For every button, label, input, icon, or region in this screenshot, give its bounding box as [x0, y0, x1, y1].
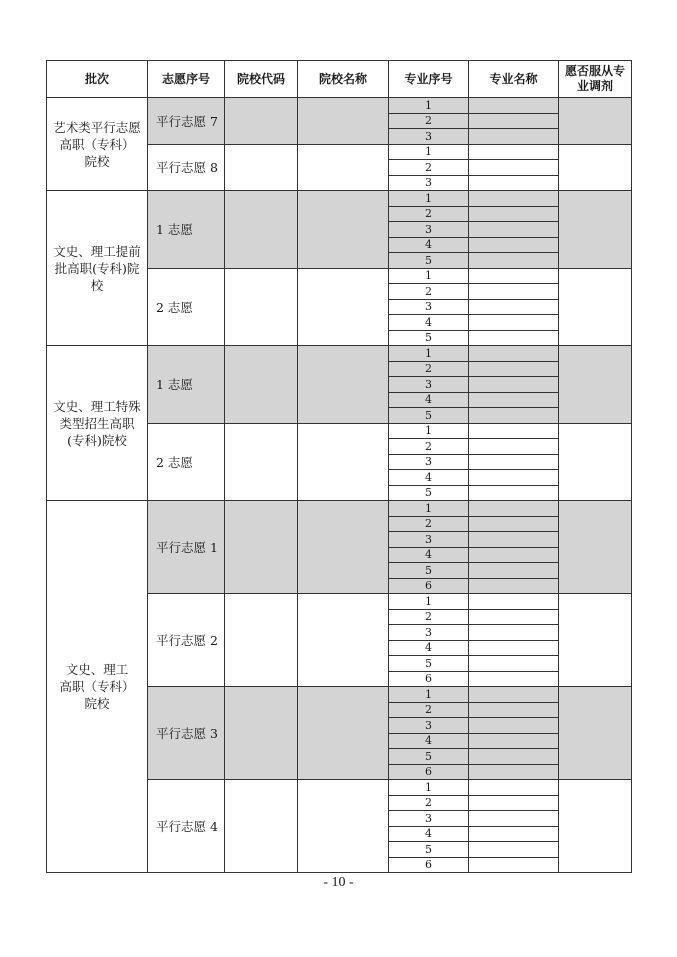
major-order-cell: 1 — [389, 687, 469, 703]
major-name-field[interactable] — [469, 501, 559, 517]
wish-order-cell: 2 志愿 — [148, 423, 225, 501]
major-name-field[interactable] — [469, 733, 559, 749]
major-name-field[interactable] — [469, 470, 559, 486]
table-body — [47, 98, 632, 873]
wish-order-cell: 1 志愿 — [148, 346, 225, 424]
major-order-cell: 3 — [389, 718, 469, 734]
major-name-field[interactable] — [469, 718, 559, 734]
table-row — [47, 501, 632, 517]
wish-order-cell: 平行志愿 8 — [148, 144, 225, 191]
major-name-field[interactable] — [469, 361, 559, 377]
major-order-cell: 6 — [389, 671, 469, 687]
major-name-field[interactable] — [469, 408, 559, 424]
adjust-consent-field[interactable] — [559, 423, 632, 501]
adjust-consent-field[interactable] — [559, 268, 632, 346]
major-order-cell: 1 — [389, 423, 469, 439]
school-name-field[interactable] — [298, 191, 389, 269]
major-name-field[interactable] — [469, 377, 559, 393]
wish-order-cell: 平行志愿 4 — [148, 780, 225, 873]
major-order-cell: 5 — [389, 330, 469, 346]
school-name-field[interactable] — [298, 268, 389, 346]
major-name-field[interactable] — [469, 485, 559, 501]
major-order-cell: 2 — [389, 702, 469, 718]
major-order-cell: 2 — [389, 516, 469, 532]
school-code-field[interactable] — [225, 98, 298, 145]
adjust-consent-field[interactable] — [559, 501, 632, 594]
major-order-cell: 3 — [389, 811, 469, 827]
major-name-field[interactable] — [469, 268, 559, 284]
major-order-cell: 4 — [389, 315, 469, 331]
school-name-field[interactable] — [298, 144, 389, 191]
school-code-field[interactable] — [225, 423, 298, 501]
school-code-field[interactable] — [225, 144, 298, 191]
major-order-cell: 5 — [389, 253, 469, 269]
wish-order-cell: 2 志愿 — [148, 268, 225, 346]
major-name-field[interactable] — [469, 826, 559, 842]
wish-order-cell: 平行志愿 1 — [148, 501, 225, 594]
major-name-field[interactable] — [469, 811, 559, 827]
major-name-field[interactable] — [469, 454, 559, 470]
table-row — [47, 191, 632, 207]
volunteer-form-sheet — [46, 60, 631, 873]
major-name-field[interactable] — [469, 330, 559, 346]
major-order-cell: 6 — [389, 578, 469, 594]
major-name-field[interactable] — [469, 299, 559, 315]
major-name-field[interactable] — [469, 547, 559, 563]
major-order-cell: 1 — [389, 268, 469, 284]
wish-order-cell: 1 志愿 — [148, 191, 225, 269]
major-order-cell: 2 — [389, 439, 469, 455]
major-order-cell: 5 — [389, 485, 469, 501]
major-name-field[interactable] — [469, 749, 559, 765]
major-name-field[interactable] — [469, 392, 559, 408]
major-name-field[interactable] — [469, 625, 559, 641]
major-order-cell: 1 — [389, 144, 469, 160]
school-code-field[interactable] — [225, 346, 298, 424]
major-name-field[interactable] — [469, 439, 559, 455]
major-order-cell: 2 — [389, 361, 469, 377]
major-name-field[interactable] — [469, 98, 559, 114]
header-school-name: 院校名称 — [298, 61, 389, 98]
major-order-cell: 3 — [389, 299, 469, 315]
major-order-cell: 3 — [389, 532, 469, 548]
major-order-cell: 2 — [389, 206, 469, 222]
major-name-field[interactable] — [469, 253, 559, 269]
school-code-field[interactable] — [225, 501, 298, 594]
school-name-field[interactable] — [298, 423, 389, 501]
school-code-field[interactable] — [225, 780, 298, 873]
major-order-cell: 2 — [389, 113, 469, 129]
school-name-field[interactable] — [298, 98, 389, 145]
major-order-cell: 5 — [389, 408, 469, 424]
major-order-cell: 3 — [389, 377, 469, 393]
header-adjust-consent: 愿否服从专业调剂 — [559, 61, 632, 98]
major-order-cell: 3 — [389, 129, 469, 145]
major-name-field[interactable] — [469, 671, 559, 687]
major-name-field[interactable] — [469, 129, 559, 145]
header-major-order: 专业序号 — [389, 61, 469, 98]
major-order-cell: 1 — [389, 780, 469, 796]
school-code-field[interactable] — [225, 687, 298, 780]
table-header-row — [47, 61, 632, 98]
adjust-consent-field[interactable] — [559, 687, 632, 780]
major-order-cell: 4 — [389, 733, 469, 749]
major-order-cell: 1 — [389, 594, 469, 610]
major-name-field[interactable] — [469, 113, 559, 129]
major-order-cell: 3 — [389, 454, 469, 470]
major-name-field[interactable] — [469, 795, 559, 811]
table-row — [47, 346, 632, 362]
major-name-field[interactable] — [469, 315, 559, 331]
school-name-field[interactable] — [298, 346, 389, 424]
major-order-cell: 4 — [389, 237, 469, 253]
header-major-name: 专业名称 — [469, 61, 559, 98]
major-order-cell: 6 — [389, 764, 469, 780]
major-name-field[interactable] — [469, 857, 559, 873]
school-code-field[interactable] — [225, 594, 298, 687]
major-name-field[interactable] — [469, 175, 559, 191]
school-code-field[interactable] — [225, 191, 298, 269]
header-school-code: 院校代码 — [225, 61, 298, 98]
adjust-consent-field[interactable] — [559, 144, 632, 191]
wish-order-cell: 平行志愿 7 — [148, 98, 225, 145]
major-order-cell: 4 — [389, 547, 469, 563]
major-name-field[interactable] — [469, 284, 559, 300]
major-order-cell: 1 — [389, 191, 469, 207]
major-name-field[interactable] — [469, 222, 559, 238]
major-order-cell: 6 — [389, 857, 469, 873]
major-order-cell: 5 — [389, 749, 469, 765]
batch-cell: 文史、理工提前批高职(专科)院校 — [47, 191, 148, 346]
header-batch: 批次 — [47, 61, 148, 98]
batch-cell: 文史、理工 高职（专科） 院校 — [47, 501, 148, 873]
major-order-cell: 1 — [389, 501, 469, 517]
major-name-field[interactable] — [469, 656, 559, 672]
major-order-cell: 4 — [389, 392, 469, 408]
volunteer-form-table — [46, 60, 632, 873]
major-name-field[interactable] — [469, 160, 559, 176]
adjust-consent-field[interactable] — [559, 98, 632, 145]
major-order-cell: 5 — [389, 842, 469, 858]
major-name-field[interactable] — [469, 237, 559, 253]
major-order-cell: 2 — [389, 284, 469, 300]
page-number: - 10 - — [323, 875, 354, 890]
major-name-field[interactable] — [469, 516, 559, 532]
major-order-cell: 4 — [389, 826, 469, 842]
major-order-cell: 2 — [389, 795, 469, 811]
major-name-field[interactable] — [469, 191, 559, 207]
school-code-field[interactable] — [225, 268, 298, 346]
major-name-field[interactable] — [469, 346, 559, 362]
major-order-cell: 4 — [389, 470, 469, 486]
major-order-cell: 2 — [389, 609, 469, 625]
adjust-consent-field[interactable] — [559, 346, 632, 424]
major-name-field[interactable] — [469, 640, 559, 656]
major-name-field[interactable] — [469, 842, 559, 858]
major-order-cell: 1 — [389, 98, 469, 114]
major-name-field[interactable] — [469, 594, 559, 610]
major-name-field[interactable] — [469, 563, 559, 579]
major-name-field[interactable] — [469, 206, 559, 222]
major-name-field[interactable] — [469, 578, 559, 594]
major-name-field[interactable] — [469, 144, 559, 160]
school-name-field[interactable] — [298, 594, 389, 687]
major-name-field[interactable] — [469, 532, 559, 548]
major-name-field[interactable] — [469, 764, 559, 780]
batch-cell: 艺术类平行志愿 高职（专科） 院校 — [47, 98, 148, 191]
major-order-cell: 1 — [389, 346, 469, 362]
header-wish-order: 志愿序号 — [148, 61, 225, 98]
school-name-field[interactable] — [298, 501, 389, 594]
major-name-field[interactable] — [469, 702, 559, 718]
adjust-consent-field[interactable] — [559, 191, 632, 269]
adjust-consent-field[interactable] — [559, 780, 632, 873]
major-name-field[interactable] — [469, 687, 559, 703]
major-name-field[interactable] — [469, 780, 559, 796]
adjust-consent-field[interactable] — [559, 594, 632, 687]
school-name-field[interactable] — [298, 687, 389, 780]
major-name-field[interactable] — [469, 609, 559, 625]
wish-order-cell: 平行志愿 2 — [148, 594, 225, 687]
wish-order-cell: 平行志愿 3 — [148, 687, 225, 780]
major-order-cell: 4 — [389, 640, 469, 656]
major-order-cell: 3 — [389, 175, 469, 191]
school-name-field[interactable] — [298, 780, 389, 873]
major-order-cell: 2 — [389, 160, 469, 176]
major-order-cell: 3 — [389, 625, 469, 641]
major-name-field[interactable] — [469, 423, 559, 439]
major-order-cell: 3 — [389, 222, 469, 238]
batch-cell: 文史、理工特殊类型招生高职(专科)院校 — [47, 346, 148, 501]
major-order-cell: 5 — [389, 656, 469, 672]
table-row — [47, 98, 632, 114]
major-order-cell: 5 — [389, 563, 469, 579]
